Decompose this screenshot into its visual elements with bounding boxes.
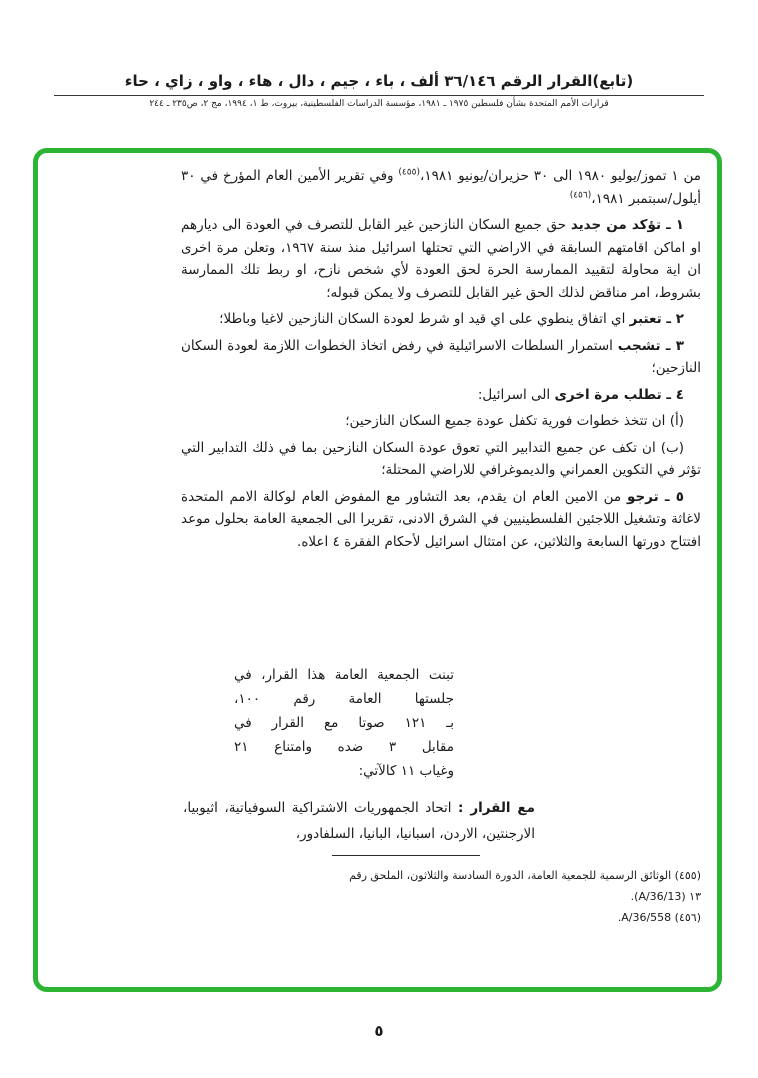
paragraph-lead: ٤ ـ تطلب مرة اخرى bbox=[554, 386, 684, 403]
intro-text-2: وفي تقرير الأمين العام المؤرخ في ٣٠ أيلول/سبتمبر ١٩٨١، bbox=[181, 168, 701, 207]
paragraph-text: الى اسرائيل: bbox=[477, 386, 555, 403]
operative-paragraph-5 bbox=[181, 486, 701, 554]
adoption-line: تبنت الجمعية العامة هذا القرار، في bbox=[234, 667, 454, 683]
paragraph-lead: ٢ ـ تعتبر bbox=[629, 311, 684, 327]
vote-with-block bbox=[183, 795, 535, 847]
footnote-line: (٤٥٥) الوثائق الرسمية للجمعية العامة، الدورة السادسة والثلاثون، الملحق رقم bbox=[349, 869, 701, 882]
header-source-line: قرارات الأمم المتحدة بشأن فلسطين ١٩٧٥ ـ ١٩٨١، مؤسسة الدراسات الفلسطينية، بيروت، ط ١، ١٩٩٤، مج ٢، ص٢٣٥ ـ ٢٤٤ bbox=[149, 99, 609, 109]
subparagraph-b bbox=[181, 437, 701, 482]
paragraph-lead: ٥ ـ ترجو bbox=[626, 488, 684, 505]
footnote-separator bbox=[332, 855, 480, 856]
footnote-line: (٤٥٦) A/36/558. bbox=[617, 911, 701, 924]
paragraph-text: ان تكف عن جميع التدابير التي تعوق عودة السكان النازحين بما في ذلك التدابير التي تؤثر في التكوين العمراني والديموغرافي للاراضي المحتلة؛ bbox=[181, 439, 701, 478]
adoption-line: بـ ١٢١ صوتا مع القرار في bbox=[234, 715, 454, 731]
subparagraph-a bbox=[181, 410, 701, 433]
paragraph-lead: (ب) bbox=[660, 439, 684, 456]
page-number: ٥ bbox=[374, 1022, 384, 1040]
paragraph-text: حق جميع السكان النازحين غير القابل للتصرف في العودة الى ديارهم او اماكن اقامتهم السابقة في الاراضي التي تحتلها اسرائيل منذ سنة ١٩٦٧، وتعلن مرة اخرى ان اية محاولة لتقييد الممارسة الحرة لحق العودة لأي شخص نازح، او ربط تلك الممارسة بشروط، امر مناقض لذلك الحق غير القابل للتصرف ولا يمكن قبوله؛ bbox=[181, 217, 701, 301]
page-header bbox=[30, 72, 728, 109]
header-divider bbox=[54, 95, 704, 96]
footnote-line: ١٣ (A/36/13). bbox=[630, 890, 701, 903]
footnote-ref-456: (٤٥٦) bbox=[569, 190, 592, 200]
footnotes bbox=[339, 865, 701, 928]
adoption-line: جلستها العامة رقم ١٠٠، bbox=[234, 691, 454, 707]
header-title: (تابع)القرار الرقم ٣٦/١٤٦ ألف ، باء ، جيم ، دال ، هاء ، واو ، زاي ، حاء bbox=[124, 72, 634, 90]
resolution-text bbox=[181, 165, 701, 557]
operative-paragraph-2 bbox=[181, 308, 701, 331]
paragraph-text: ان تتخذ خطوات فورية تكفل عودة جميع السكان النازحين؛ bbox=[345, 413, 670, 429]
operative-paragraph-3 bbox=[181, 335, 701, 380]
vote-with-label: مع القرار : bbox=[458, 800, 536, 816]
intro-paragraph bbox=[181, 165, 701, 210]
paragraph-lead: ٣ ـ تشجب bbox=[617, 337, 684, 354]
adoption-line: مقابل ٣ ضده وامتناع ٢١ bbox=[234, 739, 454, 755]
paragraph-text: من الامين العام ان يقدم، بعد التشاور مع المفوض العام لوكالة الامم المتحدة لاغاثة وتشغيل اللاجئين الفلسطينيين في الشرق الادنى، تقريرا الى الجمعية العامة بحلول موعد افتتاح دورتها السابعة والثلاثين، عن امتثال اسرائيل لأحكام الفقرة ٤ اعلاه. bbox=[181, 488, 701, 550]
operative-paragraph-1 bbox=[181, 214, 701, 304]
paragraph-lead: (أ) bbox=[669, 413, 684, 429]
content-frame bbox=[33, 148, 722, 992]
paragraph-lead: ١ ـ تؤكد من جديد bbox=[570, 217, 685, 233]
adoption-line: وغياب ١١ كالآتي: bbox=[358, 763, 454, 779]
vote-with-text: اتحاد الجمهوريات الاشتراكية السوفياتية، اثيوبيا، الارجنتين، الاردن، اسبانيا، البانيا، السلفادور، bbox=[183, 800, 535, 842]
paragraph-text: استمرار السلطات الاسرائيلية في رفض اتخاذ الخطوات اللازمة لعودة السكان النازحين؛ bbox=[181, 337, 701, 376]
operative-paragraph-4 bbox=[181, 384, 701, 407]
adoption-block bbox=[234, 663, 454, 783]
intro-text-1: من ١ تموز/يوليو ١٩٨٠ الى ٣٠ حزيران/يونيو ١٩٨١، bbox=[419, 168, 701, 184]
paragraph-text: اي اتفاق ينطوي على اي قيد او شرط لعودة السكان النازحين لاغيا وباطلا؛ bbox=[219, 311, 630, 327]
footnote-ref-455: (٤٥٥) bbox=[398, 167, 420, 178]
